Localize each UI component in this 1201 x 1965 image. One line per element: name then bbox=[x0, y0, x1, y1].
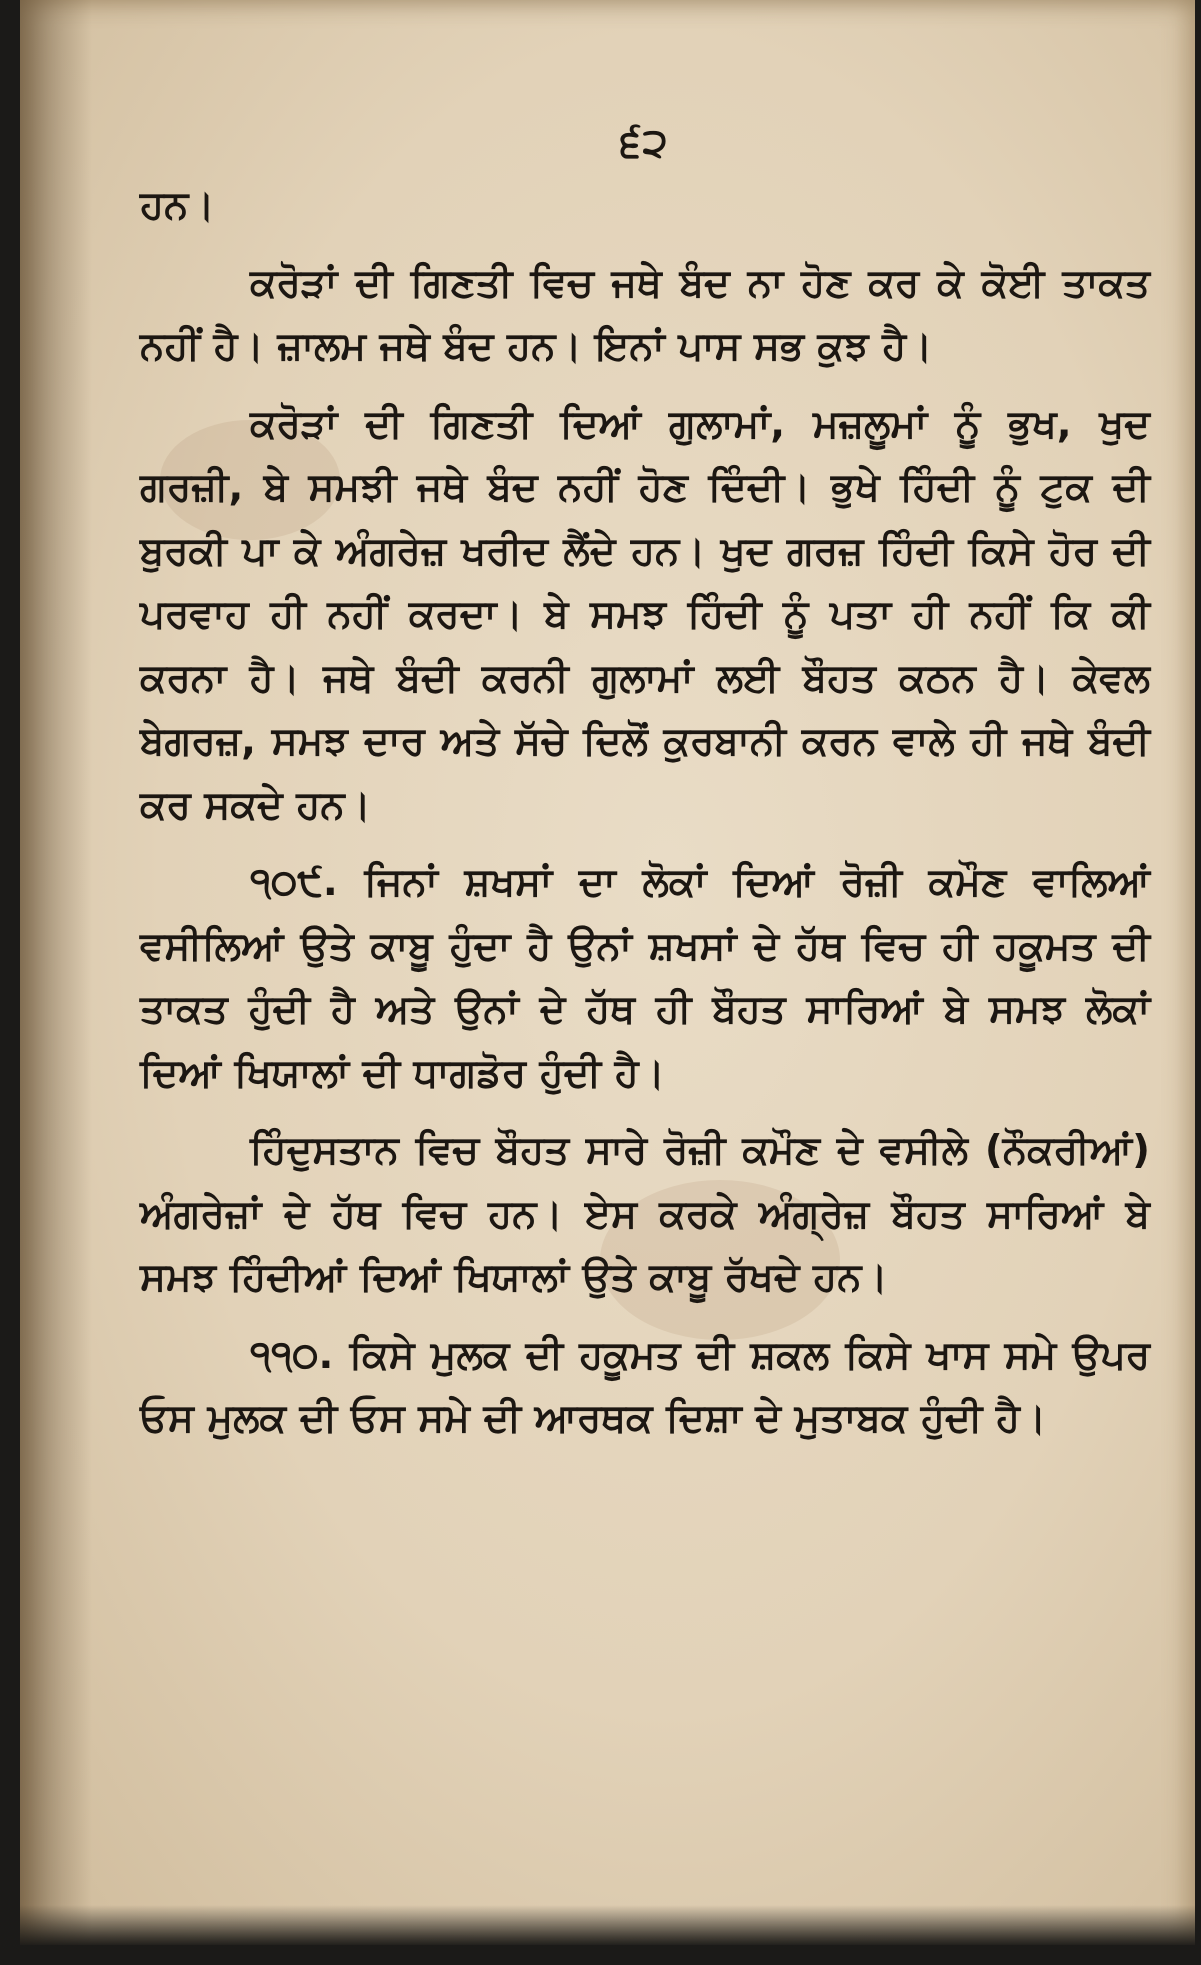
paragraph: ੧੦੯. ਜਿਨਾਂ ਸ਼ਖਸਾਂ ਦਾ ਲੋਕਾਂ ਦਿਆਂ ਰੋਜ਼ੀ ਕਮੌਣ ਵਾਲਿਆਂ ਵਸੀਲਿਆਂ ਉਤੇ ਕਾਬੂ ਹੁੰਦਾ ਹੈ ਉਨਾਂ ਸ਼ਖਸਾਂ ਦੇ ਹੱਥ ਵਿਚ ਹੀ ਹਕੂਮਤ ਦੀ ਤਾਕਤ ਹੁੰਦੀ ਹੈ ਅਤੇ ਉਨਾਂ ਦੇ ਹੱਥ ਹੀ ਬੌਹਤ ਸਾਰਿਆਂ ਬੇ ਸਮਝ ਲੋਕਾਂ ਦਿਆਂ ਖਿਯਾਲਾਂ ਦੀ ਧਾਗਡੋਰ ਹੁੰਦੀ ਹੈ। bbox=[140, 860, 1150, 1096]
page-binding-shadow bbox=[20, 0, 92, 1945]
paragraph: ਕਰੋੜਾਂ ਦੀ ਗਿਣਤੀ ਦਿਆਂ ਗੁਲਾਮਾਂ, ਮਜ਼ਲੂਮਾਂ ਨੂੰ ਭੁਖ, ਖੁਦ ਗਰਜ਼ੀ, ਬੇ ਸਮਝੀ ਜਥੇ ਬੰਦ ਨਹੀਂ ਹੋਣ ਦਿੰਦੀ। ਭੁਖੇ ਹਿੰਦੀ ਨੂੰ ਟੁਕ ਦੀ ਬੁਰਕੀ ਪਾ ਕੇ ਅੰਗਰੇਜ਼ ਖਰੀਦ ਲੈਂਦੇ ਹਨ। ਖੁਦ ਗਰਜ਼ ਹਿੰਦੀ ਕਿਸੇ ਹੋਰ ਦੀ ਪਰਵਾਹ ਹੀ ਨਹੀਂ ਕਰਦਾ। ਬੇ ਸਮਝ ਹਿੰਦੀ ਨੂੰ ਪਤਾ ਹੀ ਨਹੀਂ ਕਿ ਕੀ ਕਰਨਾ ਹੈ। ਜਥੇ ਬੰਦੀ ਕਰਨੀ ਗੁਲਾਮਾਂ ਲਈ ਬੌਹਤ ਕਠਨ ਹੈ। ਕੇਵਲ ਬੇਗਰਜ਼, ਸਮਝ ਦਾਰ ਅਤੇ ਸੱਚੇ ਦਿਲੋਂ ਕੁਰਬਾਨੀ ਕਰਨ ਵਾਲੇ ਹੀ ਜਥੇ ਬੰਦੀ ਕਰ ਸਕਦੇ ਹਨ। bbox=[140, 401, 1150, 828]
page-number: ੬੨ bbox=[620, 120, 670, 166]
page-text-block bbox=[140, 120, 1150, 1465]
paragraph: ਹਿੰਦੁਸਤਾਨ ਵਿਚ ਬੌਹਤ ਸਾਰੇ ਰੋਜ਼ੀ ਕਮੌਣ ਦੇ ਵਸੀਲੇ (ਨੌਕਰੀਆਂ) ਅੰਗਰੇਜ਼ਾਂ ਦੇ ਹੱਥ ਵਿਚ ਹਨ। ਏਸ ਕਰਕੇ ਅੰਗ੍ਰੇਜ਼ ਬੌਹਤ ਸਾਰਿਆਂ ਬੇ ਸਮਝ ਹਿੰਦੀਆਂ ਦਿਆਂ ਖਿਯਾਲਾਂ ਉਤੇ ਕਾਬੂ ਰੱਖਦੇ ਹਨ। bbox=[140, 1128, 1150, 1300]
paragraph: ੧੧੦. ਕਿਸੇ ਮੁਲਕ ਦੀ ਹਕੂਮਤ ਦੀ ਸ਼ਕਲ ਕਿਸੇ ਖਾਸ ਸਮੇ ਉਪਰ ਓਸ ਮੁਲਕ ਦੀ ਓਸ ਸਮੇ ਦੀ ਆਰਥਕ ਦਿਸ਼ਾ ਦੇ ਮੁਤਾਬਕ ਹੁੰਦੀ ਹੈ। bbox=[140, 1332, 1150, 1441]
paragraph: ਹਨ। bbox=[140, 183, 215, 228]
page-bottom-edge bbox=[0, 1905, 1201, 1965]
paragraph: ਕਰੋੜਾਂ ਦੀ ਗਿਣਤੀ ਵਿਚ ਜਥੇ ਬੰਦ ਨਾ ਹੋਣ ਕਰ ਕੇ ਕੋਈ ਤਾਕਤ ਨਹੀਂ ਹੈ। ਜ਼ਾਲਮ ਜਥੇ ਬੰਦ ਹਨ। ਇਨਾਂ ਪਾਸ ਸਭ ਕੁਝ ਹੈ। bbox=[140, 260, 1150, 369]
